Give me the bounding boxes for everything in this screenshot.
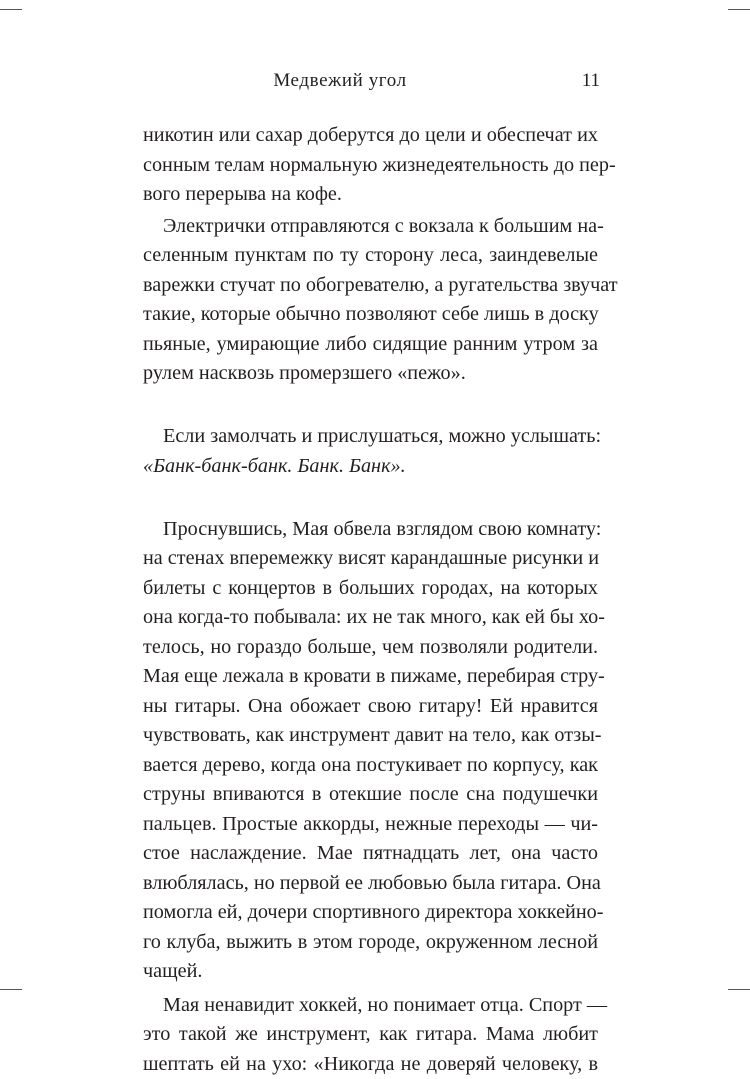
- body-text: [143, 121, 598, 1079]
- text-line: такие, которые обычно позволяют себе лишь в доску: [143, 300, 598, 330]
- text-line: Мая еще лежала в кровати в пижаме, перебирая стру-: [143, 662, 598, 692]
- page-number: 11: [560, 70, 600, 92]
- text-line: варежки стучат по обогревателю, а ругательства звучат: [143, 271, 598, 301]
- text-line: на стенах вперемежку висят карандашные рисунки и: [143, 544, 598, 574]
- text-line: Если замолчать и прислушаться, можно услышать:: [143, 422, 598, 452]
- section-gap: [143, 389, 598, 419]
- text-line: ны гитары. Она обожает свою гитару! Ей нравится: [143, 692, 598, 722]
- text-line: вается дерево, когда она постукивает по корпусу, как: [143, 751, 598, 781]
- text-line: влюблялась, но первой ее любовью была гитара. Она: [143, 869, 598, 899]
- crop-mark-top-left: [0, 9, 22, 10]
- text-line: сонным телам нормальную жизнедеятельность до пер-: [143, 151, 598, 181]
- text-line: это такой же инструмент, как гитара. Мама любит: [143, 1020, 598, 1050]
- text-line: чащей.: [143, 957, 598, 987]
- text-line: стое наслаждение. Мае пятнадцать лет, она часто: [143, 839, 598, 869]
- paragraph-2: [143, 212, 598, 389]
- italic-sound-line: «Банк-банк-банк. Банк. Банк».: [143, 452, 598, 482]
- section-gap: [143, 481, 598, 511]
- text-line: билеты с концертов в больших городах, на которых: [143, 574, 598, 604]
- text-line: пьяные, умирающие либо сидящие ранним утром за: [143, 330, 598, 360]
- crop-mark-top-right: [728, 9, 750, 10]
- text-line: вого перерыва на кофе.: [143, 180, 598, 210]
- text-line: Мая ненавидит хоккей, но понимает отца. Спорт —: [143, 991, 598, 1021]
- running-title: Медвежий угол: [180, 70, 500, 92]
- paragraph-5: [143, 991, 598, 1079]
- text-line: селенным пунктам по ту сторону леса, заиндевелые: [143, 241, 598, 271]
- text-line: помогла ей, дочери спортивного директора хоккейно-: [143, 898, 598, 928]
- text-line: струны впиваются в отекшие после сна подушечки: [143, 780, 598, 810]
- paragraph-4: [143, 515, 598, 987]
- text-line: чувствовать, как инструмент давит на тело, как отзы-: [143, 721, 598, 751]
- text-line: никотин или сахар доберутся до цели и обеспечат их: [143, 121, 598, 151]
- crop-mark-bottom-right: [728, 989, 750, 990]
- text-line: Проснувшись, Мая обвела взглядом свою комнату:: [143, 515, 598, 545]
- text-line: Электрички отправляются с вокзала к большим на-: [143, 212, 598, 242]
- text-line: го клуба, выжить в этом городе, окруженном лесной: [143, 928, 598, 958]
- text-line: шептать ей на ухо: «Никогда не доверяй человеку, в: [143, 1050, 598, 1079]
- text-line: телось, но гораздо больше, чем позволяли родители.: [143, 633, 598, 663]
- crop-mark-bottom-left: [0, 989, 22, 990]
- paragraph-1: [143, 121, 598, 210]
- paragraph-3: [143, 422, 598, 481]
- text-line: пальцев. Простые аккорды, нежные переходы — чи-: [143, 810, 598, 840]
- text-line: она когда-то побывала: их не так много, как ей бы хо-: [143, 603, 598, 633]
- text-line: рулем насквозь промерзшего «пежо».: [143, 359, 598, 389]
